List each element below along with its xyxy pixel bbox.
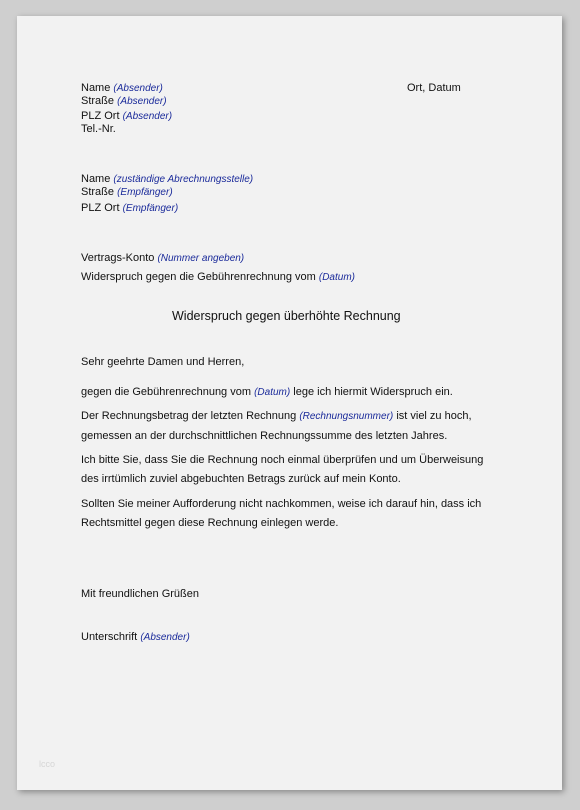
body-paragraph-2-line-2: gemessen an der durchschnittlichen Rechnungssumme des letzten Jahres.	[81, 430, 448, 442]
recipient-zip-hint: (Empfänger)	[122, 203, 179, 214]
p2-text-a: Der Rechnungsbetrag der letzten Rechnung	[81, 410, 297, 422]
contract-hint: (Nummer angeben)	[157, 253, 245, 264]
watermark: lcco	[39, 759, 56, 769]
p2-hint: (Rechnungsnummer)	[299, 411, 394, 422]
body-paragraph-2-line-1	[81, 410, 472, 423]
body-paragraph-4-line-2: Rechtsmittel gegen diese Rechnung einlegen werde.	[81, 517, 339, 529]
place-date: Ort, Datum	[407, 82, 461, 94]
contract-account	[81, 252, 244, 265]
p2-text-b: ist viel zu hoch,	[396, 410, 472, 422]
sender-zip-hint: (Absender)	[122, 111, 173, 122]
salutation: Sehr geehrte Damen und Herren,	[81, 356, 245, 368]
sender-zip	[81, 110, 172, 123]
recipient-zip	[81, 202, 178, 215]
subject-hint: (Datum)	[318, 272, 355, 283]
closing: Mit freundlichen Grüßen	[81, 588, 199, 600]
recipient-street	[81, 186, 173, 199]
sender-street	[81, 95, 167, 108]
recipient-name-label: Name	[81, 173, 111, 185]
sender-zip-label: PLZ Ort	[81, 110, 120, 122]
p1-text-b: lege ich hiermit Widerspruch ein.	[293, 386, 453, 398]
subject-line	[81, 271, 355, 284]
sender-street-hint: (Absender)	[117, 96, 167, 107]
body-paragraph-4-line-1: Sollten Sie meiner Aufforderung nicht nachkommen, weise ich darauf hin, dass ich	[81, 498, 482, 510]
subject-label: Widerspruch gegen die Gebührenrechnung vom	[81, 271, 316, 283]
body-paragraph-3-line-1: Ich bitte Sie, dass Sie die Rechnung noch einmal überprüfen und um Überweisung	[81, 454, 484, 466]
signature-label: Unterschrift	[81, 631, 138, 643]
recipient-name-hint: (zuständige Abrechnungsstelle)	[113, 174, 254, 185]
sender-name-hint: (Absender)	[113, 83, 163, 94]
sender-phone: Tel.-Nr.	[81, 123, 116, 135]
recipient-street-label: Straße	[81, 186, 115, 198]
p1-hint: (Datum)	[254, 387, 291, 398]
letter-title: Widerspruch gegen überhöhte Rechnung	[172, 309, 401, 323]
sender-name-label: Name	[81, 82, 111, 94]
p1-text-a: gegen die Gebührenrechnung vom	[81, 386, 252, 398]
sender-street-label: Straße	[81, 95, 115, 107]
recipient-street-hint: (Empfänger)	[117, 187, 173, 198]
signature	[81, 631, 190, 644]
recipient-zip-label: PLZ Ort	[81, 202, 120, 214]
body-paragraph-3-line-2: des irrtümlich zuviel abgebuchten Betrags zurück auf mein Konto.	[81, 473, 401, 485]
letter-page	[17, 16, 562, 790]
signature-hint: (Absender)	[140, 632, 190, 643]
contract-label: Vertrags-Konto	[81, 252, 155, 264]
recipient-name	[81, 173, 253, 186]
sender-name	[81, 82, 163, 95]
body-paragraph-1	[81, 386, 453, 399]
